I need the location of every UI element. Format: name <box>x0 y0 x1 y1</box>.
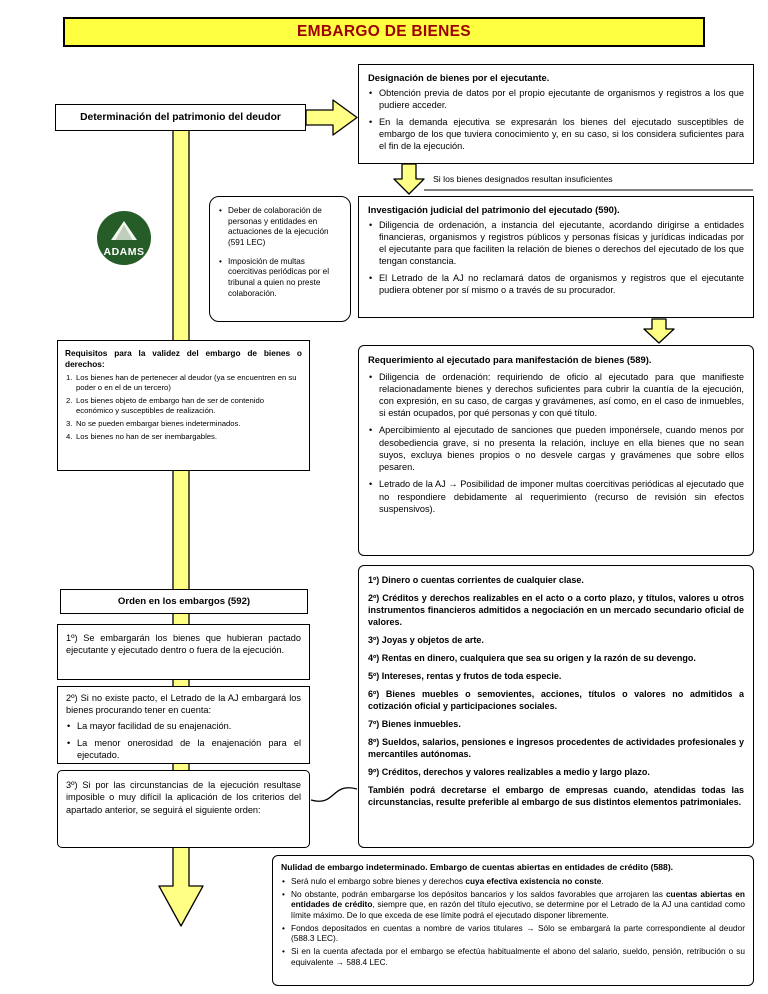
orden-item: 6º) Bienes muebles o semovientes, acciones, títulos o valores no admitidos a cotización oficial y participaciones sociales. <box>368 689 744 711</box>
orden-lista-box <box>358 565 754 848</box>
adams-logo <box>96 210 152 266</box>
orden-item: También podrá decretarse el embargo de empresas cuando, atendidas todas las circunstancias, resulte preferible al embargo de sus distintos elementos patrimoniales. <box>368 785 744 808</box>
investigacion-box <box>358 196 754 318</box>
insufficient-down-arrow <box>394 164 424 194</box>
bullet-item: • Diligencia de ordenación, a instancia del ejecutante, acordando dirigirse a entidades financieras, organismos y registros públicos y personas físicas y jurídicas indicadas por el ejecutante para que faciliten la relación de bienes o derechos del ejecutado de los que tengan constancia. <box>368 220 744 268</box>
bullet-item: • Será nulo el embargo sobre bienes y derechos cuya efectiva existencia no conste. <box>281 876 745 886</box>
bullet-item: • Si en la cuenta afectada por el embargo se efectúa habitualmente el abono del salario, sueldo, pensión, retribución o su equivalente → 588.4 LEC. <box>281 946 745 967</box>
item-text: No se pueden embargar bienes indeterminados. <box>76 418 241 428</box>
bullet-item: • Letrado de la AJ → Posibilidad de imponer multas coercitivas periódicas al ejecutado que no respondiere debidamente al requerimiento (recurso de revisión sin efectos suspensivos). <box>368 478 744 515</box>
orden-item: 3º) Joyas y objetos de arte. <box>368 634 484 645</box>
orden-item: 7º) Bienes inmuebles. <box>368 719 461 730</box>
requisitos-title: Requisitos para la validez del embargo de bienes o derechos: <box>65 348 302 369</box>
paso1-box: 1º) Se embargarán los bienes que hubieran pactado ejecutante y ejecutado dentro o fuera de la ejecución. <box>57 624 310 680</box>
list-item <box>65 373 302 393</box>
orden-item: 1º) Dinero o cuentas corrientes de cualquier clase. <box>368 575 584 585</box>
item-text: Los bienes no han de ser inembargables. <box>76 431 218 441</box>
item-text: Los bienes objeto de embargo han de ser de contenido económico y susceptibles de realización. <box>76 395 265 415</box>
right-block-arrow <box>306 100 357 135</box>
orden-item: 4º) Rentas en dinero, cualquiera que sea su origen y la razón de su devengo. <box>368 652 696 663</box>
item-text: Los bienes han de pertenecer al deudor (ya se encuentren en su poder o en el de un tercero) <box>76 373 297 393</box>
logo-text: ADAMS <box>103 246 145 258</box>
orden-embargos-title-box: Orden en los embargos (592) <box>60 589 308 614</box>
requisitos-box <box>57 340 310 471</box>
bullet-item: • Obtención previa de datos por el propio ejecutante de organismos y registros a los que pudiere acceder. <box>368 88 744 112</box>
bullet-item: • Diligencia de ordenación: requiriendo de oficio al ejecutado para que manifieste relacionadamente bienes y derechos suficientes para cubrir la cuantía de la ejecución, con expresión, en su caso, de cargas y gravámenes, así como, en el caso de inmuebles, si están ocupados, por qué personas y con qué título. <box>368 371 744 420</box>
investigation-down-arrow <box>644 319 674 343</box>
paso2-intro: 2º) Si no existe pacto, el Letrado de la AJ embargará los bienes procurando tener en cuenta: <box>66 693 301 715</box>
nulidad-box <box>272 855 754 986</box>
bullet-item: • Apercibimiento al ejecutado de sanciones que pueden imponérsele, cuando menos por desobediencia grave, si no presenta la relación, incluye en ella bienes que no sean suyos, excluya bienes propios o no desvele cargas y gravámenes que sobre ellos pesaren. <box>368 424 744 473</box>
item-number: 2. <box>66 395 73 405</box>
investigacion-title: Investigación judicial del patrimonio del ejecutado (590). <box>368 204 620 215</box>
paso3-box: 3º) Si por las circunstancias de la ejecución resultase imposible o muy difícil la aplicación de los criterios del apartado anterior, se seguirá el siguiente orden: <box>57 770 310 848</box>
bullet-item: • Fondos depositados en cuentas a nombre de varios titulares → Sólo se embargará la parte correspondiente al deudor (588.3 LEC). <box>281 923 745 944</box>
designacion-box <box>358 64 754 164</box>
bullet-item: • La menor onerosidad de la enajenación para el ejecutado. <box>66 738 301 762</box>
requerimiento-box <box>358 345 754 556</box>
bullet-item: • La mayor facilidad de su enajenación. <box>66 721 301 733</box>
nulidad-title: Nulidad de embargo indeterminado. Embargo de cuentas abiertas en entidades de crédito (588). <box>281 862 674 872</box>
page-title: EMBARGO DE BIENES <box>63 17 705 47</box>
item-number: 1. <box>66 373 73 383</box>
requerimiento-title: Requerimiento al ejecutado para manifestación de bienes (589). <box>368 354 652 365</box>
orden-item: 2º) Créditos y derechos realizables en el acto o a corto plazo, y títulos, valores u otros instrumentos financieros admitidos a negociación en un mercado secundario oficial de valores. <box>368 593 744 627</box>
list-item <box>65 432 302 442</box>
bullet-item: • Deber de colaboración de personas y entidades en actuaciones de la ejecución (591 LEC) <box>219 206 342 249</box>
insuficientes-label: Si los bienes designados resultan insuficientes <box>433 174 613 184</box>
item-number: 4. <box>66 431 73 441</box>
paso3-connector-curve <box>311 788 357 802</box>
bullet-item: • No obstante, podrán embargarse los depósitos bancarios y los saldos favorables que arrojaren las cuentas abiertas en entidades de crédito, siempre que, en razón del título ejecutivo, se determine por el Letrado de la AJ una cantidad como límite máximo. De lo que exceda de ese límite podrá el ejecutado disponer libremente. <box>281 889 745 920</box>
list-item <box>65 396 302 416</box>
bullet-item: • El Letrado de la AJ no reclamará datos de organismos y registros que el ejecutante pudiera obtener por sí mismo o a través de su procurador. <box>368 273 744 297</box>
list-item <box>65 419 302 429</box>
colaboracion-box <box>209 196 351 322</box>
orden-item: 8º) Sueldos, salarios, pensiones e ingresos procedentes de actividades profesionales y mercantiles autónomas. <box>368 737 744 760</box>
bullet-item: • En la demanda ejecutiva se expresarán los bienes del ejecutado susceptibles de embargo de los que tuviera conocimiento y, en su caso, si los considera suficientes para el fin de la ejecución. <box>368 117 744 153</box>
bullet-item: • Imposición de multas coercitivas periódicas por el tribunal a quien no preste colaboración. <box>219 257 342 300</box>
determinacion-box: Determinación del patrimonio del deudor <box>55 104 306 131</box>
orden-item: 9º) Créditos, derechos y valores realizables a medio y largo plazo. <box>368 767 650 778</box>
paso2-box <box>57 686 310 764</box>
item-number: 3. <box>66 418 73 428</box>
designacion-title: Designación de bienes por el ejecutante. <box>368 72 550 83</box>
orden-item: 5º) Intereses, rentas y frutos de toda especie. <box>368 671 562 682</box>
